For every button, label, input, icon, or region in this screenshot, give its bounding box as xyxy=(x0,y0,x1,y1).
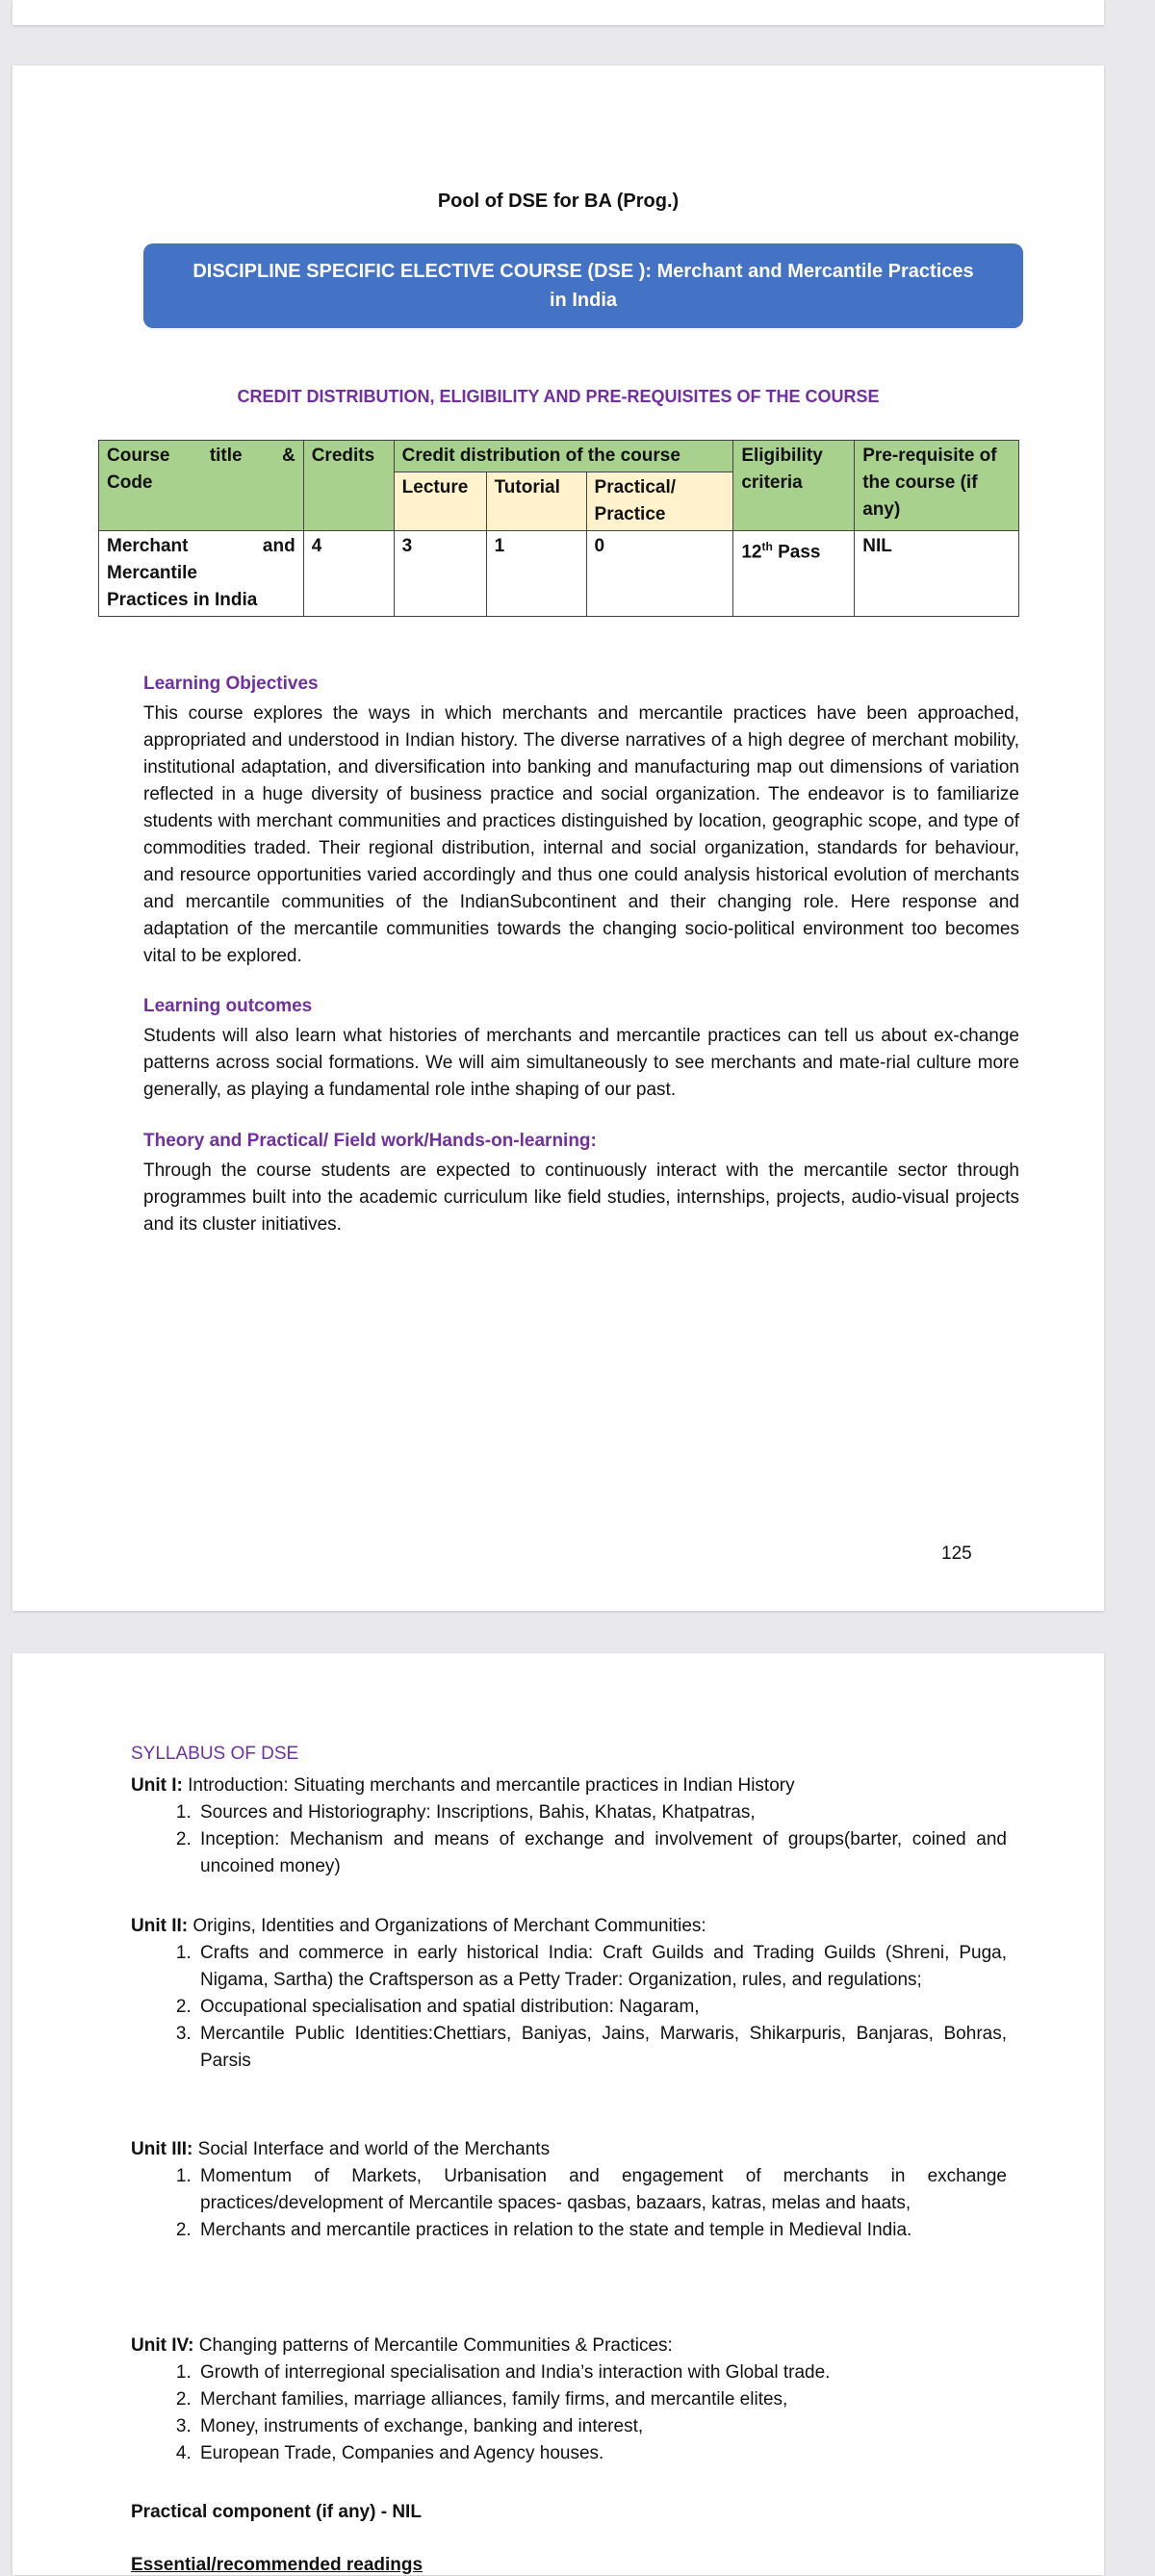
dse-course-title: DISCIPLINE SPECIFIC ELECTIVE COURSE (DSE ): Merchant and Mercantile Practices in India xyxy=(192,261,974,311)
credit-distribution-table xyxy=(98,440,1019,617)
header-eligibility: Eligibility criteria xyxy=(733,441,855,531)
unit-1: Unit I: Introduction: Situating merchants and mercantile practices in Indian History 1. Sources and Historiography: Inscriptions, Bahis, Khatas, Khatpatras, 2. Inception: Mechanism and means of exchange and involvement of groups(barter, coined and uncoined money) xyxy=(131,1773,1007,1880)
header-credits: Credits xyxy=(303,441,394,531)
dse-course-title-box xyxy=(143,243,1023,328)
header-tutorial: Tutorial xyxy=(486,472,586,531)
list-item: 2. Merchants and mercantile practices in relation to the state and temple in Medieval India. xyxy=(196,2217,1007,2244)
document-page-125 xyxy=(13,65,1104,1611)
credit-distribution-heading: CREDIT DISTRIBUTION, ELIGIBILITY AND PRE-REQUISITES OF THE COURSE xyxy=(237,387,880,406)
header-lecture: Lecture xyxy=(394,472,486,531)
cell-lecture: 3 xyxy=(394,531,486,617)
header-course-title-code: Course title & Code xyxy=(99,441,304,531)
cell-course-title: Merchant and Mercantile Practices in India xyxy=(99,531,304,617)
cell-eligibility: 12th Pass xyxy=(733,531,855,617)
unit-4: Unit IV: Changing patterns of Mercantile Communities & Practices: 1. Growth of interregional specialisation and India’s interaction with Global trade. 2. Merchant families, marriage alliances, family firms, and mercantile elites, 3. Money, instruments of exchange, banking and interest, 4. European Trade, Companies and Agency houses. xyxy=(131,2333,1007,2467)
list-item: 1. Crafts and commerce in early historical India: Craft Guilds and Trading Guilds (Shreni, Puga, Nigama, Sartha) the Craftsperson as a Petty Trader: Organization, rules, and regulations; xyxy=(196,1940,1007,1994)
cell-credits: 4 xyxy=(303,531,394,617)
list-item: 2. Inception: Mechanism and means of exchange and involvement of groups(barter, coined and uncoined money) xyxy=(196,1826,1007,1880)
unit-2: Unit II: Origins, Identities and Organizations of Merchant Communities: 1. Crafts and commerce in early historical India: Craft Guilds and Trading Guilds (Shreni, Puga, Nigama, Sartha) the Craftsperson as a Petty Trader: Organization, rules, and regulations; 2. Occupational specialisation and spatial distribution: Nagaram, 3. Mercantile Public Identities:Chettiars, Baniyas, Jains, Marwaris, Shikarpuris, Banjaras, Bohras, Parsis xyxy=(131,1913,1007,2075)
list-item: 4. European Trade, Companies and Agency houses. xyxy=(196,2440,1007,2467)
list-item: 1. Growth of interregional specialisation and India’s interaction with Global trade. xyxy=(196,2359,1007,2386)
header-prerequisite: Pre-requisite of the course (if any) xyxy=(855,441,1019,531)
cell-practical: 0 xyxy=(586,531,733,617)
practical-component: Practical component (if any) - NIL xyxy=(131,2502,422,2522)
learning-objectives-heading: Learning Objectives xyxy=(143,674,319,694)
previous-page-edge xyxy=(13,0,1104,25)
cell-tutorial: 1 xyxy=(486,531,586,617)
pool-title: Pool of DSE for BA (Prog.) xyxy=(437,191,680,212)
list-item: 2. Occupational specialisation and spatial distribution: Nagaram, xyxy=(196,1994,1007,2021)
list-item: 1. Momentum of Markets, Urbanisation and engagement of merchants in exchange practices/development of Mercantile spaces- qasbas, bazaars, katras, melas and haats, xyxy=(196,2163,1007,2217)
learning-objectives-text: This course explores the ways in which merchants and mercantile practices have been approached, appropriated and understood in Indian history. The diverse narratives of a high degree of merchant mobility, institutional adaptation, and diversification into banking and manufacturing map out dimensions of variation reflected in a huge diversity of business practice and social organization. The endeavor is to familiarize students with merchant communities and practices distinguished by location, geographic scope, and type of commodities traded. Their regional distribution, internal and social organization, standards for behaviour, and resource opportunities varied accordingly and thus one could analysis historical evolution of merchants and mercantile communities of the IndianSubcontinent and their changing role. Here response and adaptation of the mercantile communities towards the changing socio-political environment too becomes vital to be explored. xyxy=(143,703,1019,966)
theory-practical-text: Through the course students are expected to continuously interact with the mercantile sector through programmes built into the academic curriculum like field studies, internships, projects, audio-visual projects and its cluster initiatives. xyxy=(143,1160,1019,1235)
learning-outcomes-text: Students will also learn what histories of merchants and mercantile practices can tell us about ex-change patterns across social formations. We will aim simultaneously to see merchants and mate-rial culture more generally, as playing a fundamental role inthe shaping of our past. xyxy=(143,1026,1019,1100)
learning-outcomes-heading: Learning outcomes xyxy=(143,996,313,1016)
list-item: 2. Merchant families, marriage alliances, family firms, and mercantile elites, xyxy=(196,2386,1007,2413)
header-practical: Practical/ Practice xyxy=(586,472,733,531)
essential-readings-heading: Essential/recommended readings xyxy=(131,2555,424,2575)
cell-prerequisite: NIL xyxy=(855,531,1019,617)
theory-practical-heading: Theory and Practical/ Field work/Hands-on-learning: xyxy=(143,1131,597,1151)
unit-3: Unit III: Social Interface and world of the Merchants 1. Momentum of Markets, Urbanisation and engagement of merchants in exchange practices/development of Mercantile spaces- qasbas, bazaars, katras, melas and haats, 2. Merchants and mercantile practices in relation to the state and temple in Medieval India. xyxy=(131,2136,1007,2244)
header-credit-distribution: Credit distribution of the course xyxy=(394,441,733,472)
list-item: 3. Mercantile Public Identities:Chettiars, Baniyas, Jains, Marwaris, Shikarpuris, Banjaras, Bohras, Parsis xyxy=(196,2021,1007,2075)
list-item: 1. Sources and Historiography: Inscriptions, Bahis, Khatas, Khatpatras, xyxy=(196,1799,1007,1826)
list-item: 3. Money, instruments of exchange, banking and interest, xyxy=(196,2413,1007,2440)
syllabus-heading: SYLLABUS OF DSE xyxy=(131,1744,299,1764)
table-row xyxy=(99,531,1019,617)
page-number: 125 xyxy=(941,1543,972,1564)
